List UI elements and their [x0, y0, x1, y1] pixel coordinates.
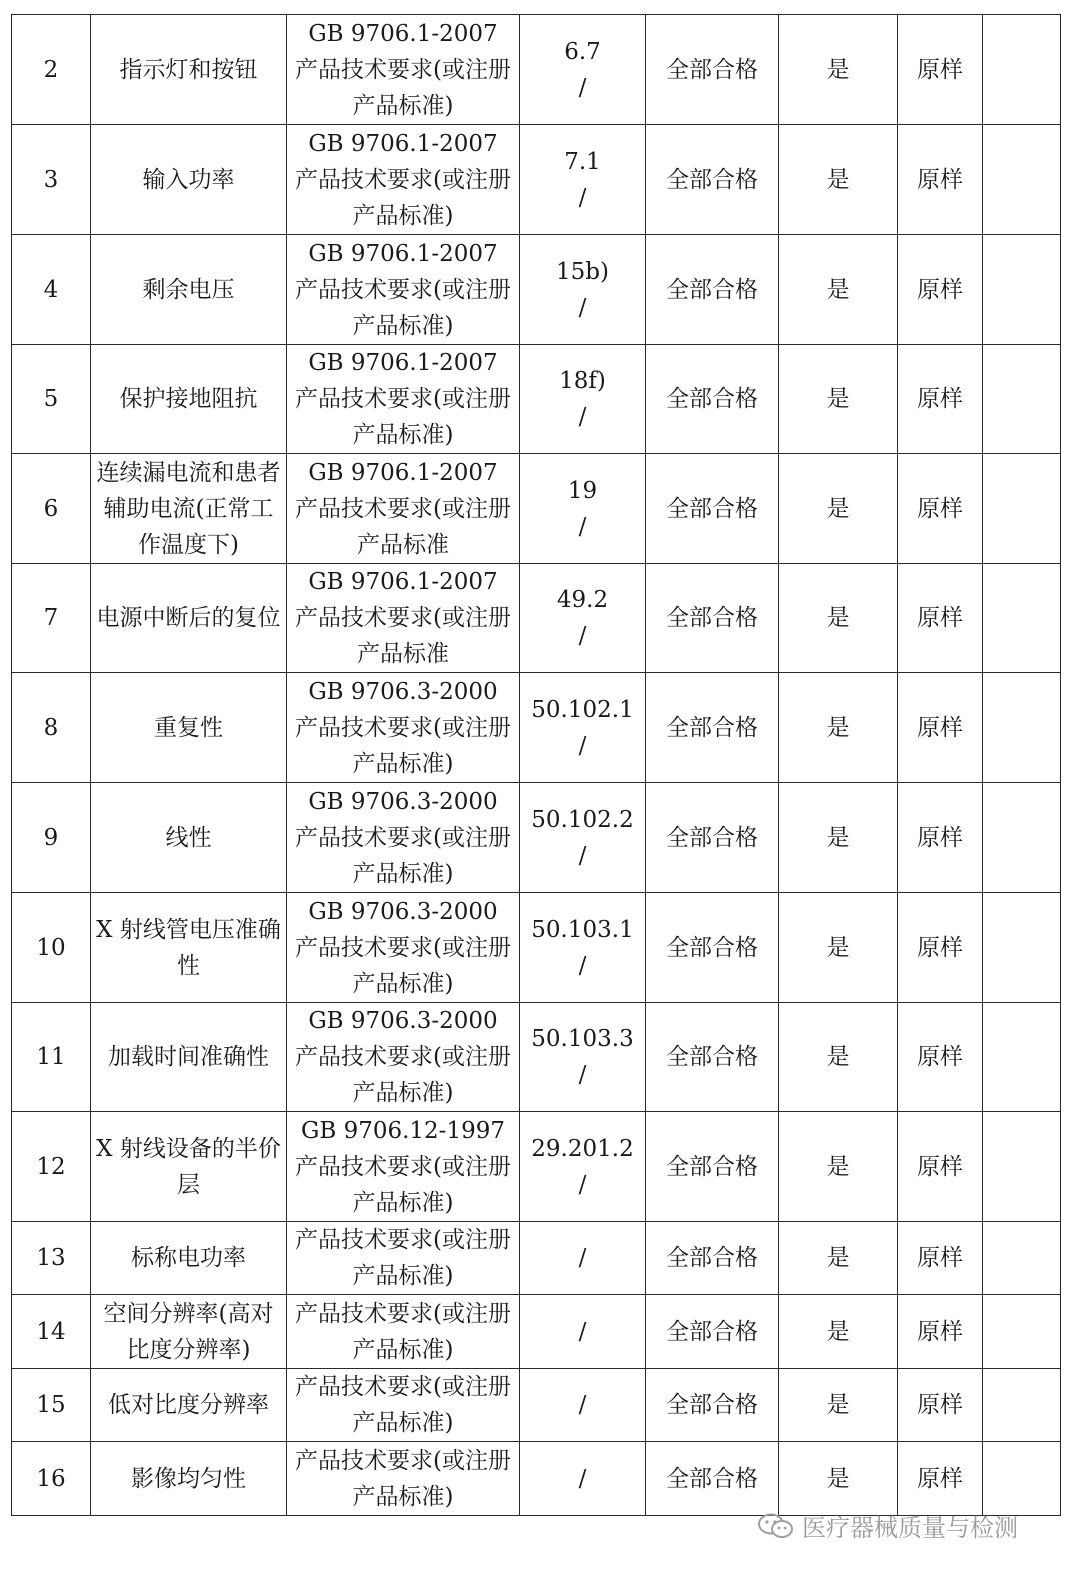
- standard-code: GB 9706.3-2000: [308, 678, 498, 705]
- table-row: [12, 345, 1061, 454]
- row-number: 9: [12, 783, 91, 893]
- result: 全部合格: [646, 1442, 779, 1516]
- clause-sub: /: [578, 1392, 587, 1418]
- table-row: [12, 1295, 1061, 1369]
- clause-number: 50.103.3: [531, 1026, 634, 1052]
- row-number: 2: [12, 15, 91, 125]
- test-item: 影像均匀性: [91, 1442, 287, 1516]
- standard-cell: [287, 15, 520, 125]
- standard-text: 产品技术要求(或注册产品标准: [295, 605, 511, 667]
- test-item: 剩余电压: [91, 235, 287, 345]
- test-item: 加载时间准确性: [91, 1003, 287, 1112]
- test-item: X 射线管电压准确性: [91, 893, 287, 1003]
- table-row: [12, 15, 1061, 125]
- clause-cell: [520, 564, 646, 673]
- test-item: 电源中断后的复位: [91, 564, 287, 673]
- table-row: [12, 1003, 1061, 1112]
- conclusion: 是: [779, 345, 898, 454]
- note: [983, 673, 1061, 783]
- sample-state: 原样: [898, 1112, 983, 1222]
- standard-code: GB 9706.3-2000: [308, 898, 498, 925]
- sample-state: 原样: [898, 564, 983, 673]
- row-number: 3: [12, 125, 91, 235]
- result: 全部合格: [646, 1112, 779, 1222]
- table-row: [12, 1112, 1061, 1222]
- sample-state: 原样: [898, 15, 983, 125]
- clause-cell: [520, 235, 646, 345]
- test-item: 标称电功率: [91, 1222, 287, 1295]
- test-item: 输入功率: [91, 125, 287, 235]
- table-row: [12, 1222, 1061, 1295]
- result: 全部合格: [646, 454, 779, 564]
- clause-cell: [520, 454, 646, 564]
- note: [983, 1295, 1061, 1369]
- standard-cell: [287, 893, 520, 1003]
- note: [983, 1003, 1061, 1112]
- clause-sub: /: [578, 1062, 587, 1088]
- row-number: 5: [12, 345, 91, 454]
- row-number: 8: [12, 673, 91, 783]
- standard-cell: [287, 1222, 520, 1295]
- standard-code: GB 9706.3-2000: [308, 1008, 498, 1034]
- standard-code: GB 9706.3-2000: [308, 788, 498, 815]
- standard-text: 产品技术要求(或注册产品标准): [295, 386, 511, 448]
- table-row: [12, 893, 1061, 1003]
- note: [983, 345, 1061, 454]
- conclusion: 是: [779, 1112, 898, 1222]
- clause-cell: [520, 1112, 646, 1222]
- standard-code: GB 9706.1-2007: [308, 240, 498, 267]
- standard-cell: [287, 1003, 520, 1112]
- test-item: 连续漏电流和患者辅助电流(正常工作温度下): [91, 454, 287, 564]
- result: 全部合格: [646, 564, 779, 673]
- table-row: [12, 564, 1061, 673]
- standard-text: 产品技术要求(或注册产品标准): [295, 1447, 511, 1510]
- clause-sub: /: [578, 1465, 587, 1492]
- clause-number: 29.201.2: [531, 1135, 634, 1162]
- sample-state: 原样: [898, 1369, 983, 1442]
- conclusion: 是: [779, 454, 898, 564]
- row-number: 6: [12, 454, 91, 564]
- sample-state: 原样: [898, 125, 983, 235]
- result: 全部合格: [646, 783, 779, 893]
- standard-cell: [287, 1112, 520, 1222]
- result: 全部合格: [646, 673, 779, 783]
- standard-cell: [287, 564, 520, 673]
- row-number: 16: [12, 1442, 91, 1516]
- test-item: X 射线设备的半价层: [91, 1112, 287, 1222]
- clause-cell: [520, 1295, 646, 1369]
- watermark-text: 医疗器械质量与检测: [802, 1514, 1018, 1542]
- clause-number: 15b): [556, 258, 609, 285]
- clause-number: 19: [567, 477, 598, 504]
- row-number: 14: [12, 1295, 91, 1369]
- result: 全部合格: [646, 125, 779, 235]
- table-row: [12, 235, 1061, 345]
- row-number: 13: [12, 1222, 91, 1295]
- row-number: 7: [12, 564, 91, 673]
- result: 全部合格: [646, 1369, 779, 1442]
- sample-state: 原样: [898, 1442, 983, 1516]
- conclusion: 是: [779, 1295, 898, 1369]
- result: 全部合格: [646, 893, 779, 1003]
- table-row: [12, 1369, 1061, 1442]
- clause-cell: [520, 345, 646, 454]
- result: 全部合格: [646, 1295, 779, 1369]
- watermark: [756, 1508, 1018, 1543]
- clause-cell: [520, 125, 646, 235]
- row-number: 10: [12, 893, 91, 1003]
- conclusion: 是: [779, 783, 898, 893]
- clause-sub: /: [578, 1245, 587, 1271]
- row-number: 12: [12, 1112, 91, 1222]
- standard-text: 产品技术要求(或注册产品标准): [295, 56, 511, 119]
- note: [983, 1369, 1061, 1442]
- sample-state: 原样: [898, 345, 983, 454]
- clause-number: 18f): [559, 368, 606, 394]
- sample-state: 原样: [898, 893, 983, 1003]
- clause-sub: /: [578, 842, 587, 869]
- standard-cell: [287, 783, 520, 893]
- sample-state: 原样: [898, 673, 983, 783]
- conclusion: 是: [779, 15, 898, 125]
- table-row: [12, 125, 1061, 235]
- standard-cell: [287, 454, 520, 564]
- clause-cell: [520, 1003, 646, 1112]
- table-row: [12, 673, 1061, 783]
- standard-code: GB 9706.1-2007: [308, 20, 498, 47]
- conclusion: 是: [779, 1442, 898, 1516]
- clause-sub: /: [578, 513, 587, 540]
- standard-cell: [287, 673, 520, 783]
- clause-cell: [520, 1442, 646, 1516]
- table-row: [12, 1442, 1061, 1516]
- standard-cell: [287, 1369, 520, 1442]
- clause-sub: /: [578, 74, 587, 101]
- result: 全部合格: [646, 235, 779, 345]
- standard-code: GB 9706.1-2007: [308, 459, 498, 486]
- sample-state: 原样: [898, 235, 983, 345]
- clause-sub: /: [578, 184, 587, 211]
- sample-state: 原样: [898, 1222, 983, 1295]
- result: 全部合格: [646, 1222, 779, 1295]
- clause-sub: /: [578, 1318, 587, 1345]
- clause-sub: /: [578, 732, 587, 759]
- clause-cell: [520, 1369, 646, 1442]
- clause-number: 50.102.2: [531, 806, 634, 833]
- row-number: 4: [12, 235, 91, 345]
- inspection-table: [11, 14, 1061, 1516]
- standard-cell: [287, 345, 520, 454]
- standard-code: GB 9706.1-2007: [308, 350, 498, 376]
- clause-cell: [520, 893, 646, 1003]
- clause-number: 50.103.1: [531, 916, 634, 943]
- clause-number: 6.7: [564, 38, 601, 65]
- conclusion: 是: [779, 235, 898, 345]
- conclusion: 是: [779, 1222, 898, 1295]
- test-item: 指示灯和按钮: [91, 15, 287, 125]
- note: [983, 235, 1061, 345]
- clause-sub: /: [578, 623, 587, 649]
- standard-text: 产品技术要求(或注册产品标准): [295, 1044, 511, 1106]
- standard-code: GB 9706.12-1997: [300, 1117, 505, 1144]
- standard-text: 产品技术要求(或注册产品标准): [295, 276, 511, 339]
- test-item: 空间分辨率(高对比度分辨率): [91, 1295, 287, 1369]
- clause-number: 7.1: [564, 148, 601, 175]
- standard-cell: [287, 1442, 520, 1516]
- note: [983, 15, 1061, 125]
- test-item: 重复性: [91, 673, 287, 783]
- sample-state: 原样: [898, 1295, 983, 1369]
- note: [983, 893, 1061, 1003]
- test-item: 保护接地阻抗: [91, 345, 287, 454]
- sample-state: 原样: [898, 454, 983, 564]
- conclusion: 是: [779, 125, 898, 235]
- clause-sub: /: [578, 952, 587, 979]
- row-number: 11: [12, 1003, 91, 1112]
- note: [983, 125, 1061, 235]
- note: [983, 1112, 1061, 1222]
- standard-text: 产品技术要求(或注册产品标准): [295, 824, 511, 887]
- wechat-icon: [756, 1512, 796, 1540]
- clause-number: 49.2: [556, 587, 609, 613]
- result: 全部合格: [646, 345, 779, 454]
- note: [983, 454, 1061, 564]
- result: 全部合格: [646, 1003, 779, 1112]
- clause-cell: [520, 783, 646, 893]
- clause-sub: /: [578, 1171, 587, 1198]
- test-item: 低对比度分辨率: [91, 1369, 287, 1442]
- clause-number: 50.102.1: [531, 696, 634, 723]
- note: [983, 783, 1061, 893]
- standard-text: 产品技术要求(或注册产品标准: [295, 495, 511, 558]
- table-row: [12, 454, 1061, 564]
- sample-state: 原样: [898, 1003, 983, 1112]
- clause-sub: /: [578, 294, 587, 321]
- table-row: [12, 783, 1061, 893]
- conclusion: 是: [779, 564, 898, 673]
- standard-text: 产品技术要求(或注册产品标准): [295, 166, 511, 229]
- standard-code: GB 9706.1-2007: [308, 569, 498, 595]
- test-item: 线性: [91, 783, 287, 893]
- standard-cell: [287, 125, 520, 235]
- standard-text: 产品技术要求(或注册产品标准): [295, 1374, 511, 1436]
- standard-cell: [287, 1295, 520, 1369]
- standard-text: 产品技术要求(或注册产品标准): [295, 1300, 511, 1363]
- standard-code: GB 9706.1-2007: [308, 130, 498, 157]
- conclusion: 是: [779, 1003, 898, 1112]
- standard-text: 产品技术要求(或注册产品标准): [295, 1153, 511, 1216]
- conclusion: 是: [779, 673, 898, 783]
- row-number: 15: [12, 1369, 91, 1442]
- standard-text: 产品技术要求(或注册产品标准): [295, 1227, 511, 1289]
- note: [983, 564, 1061, 673]
- conclusion: 是: [779, 893, 898, 1003]
- standard-cell: [287, 235, 520, 345]
- clause-sub: /: [578, 404, 587, 430]
- standard-text: 产品技术要求(或注册产品标准): [295, 714, 511, 777]
- standard-text: 产品技术要求(或注册产品标准): [295, 934, 511, 997]
- result: 全部合格: [646, 15, 779, 125]
- sample-state: 原样: [898, 783, 983, 893]
- note: [983, 1222, 1061, 1295]
- clause-cell: [520, 673, 646, 783]
- clause-cell: [520, 15, 646, 125]
- note: [983, 1442, 1061, 1516]
- conclusion: 是: [779, 1369, 898, 1442]
- clause-cell: [520, 1222, 646, 1295]
